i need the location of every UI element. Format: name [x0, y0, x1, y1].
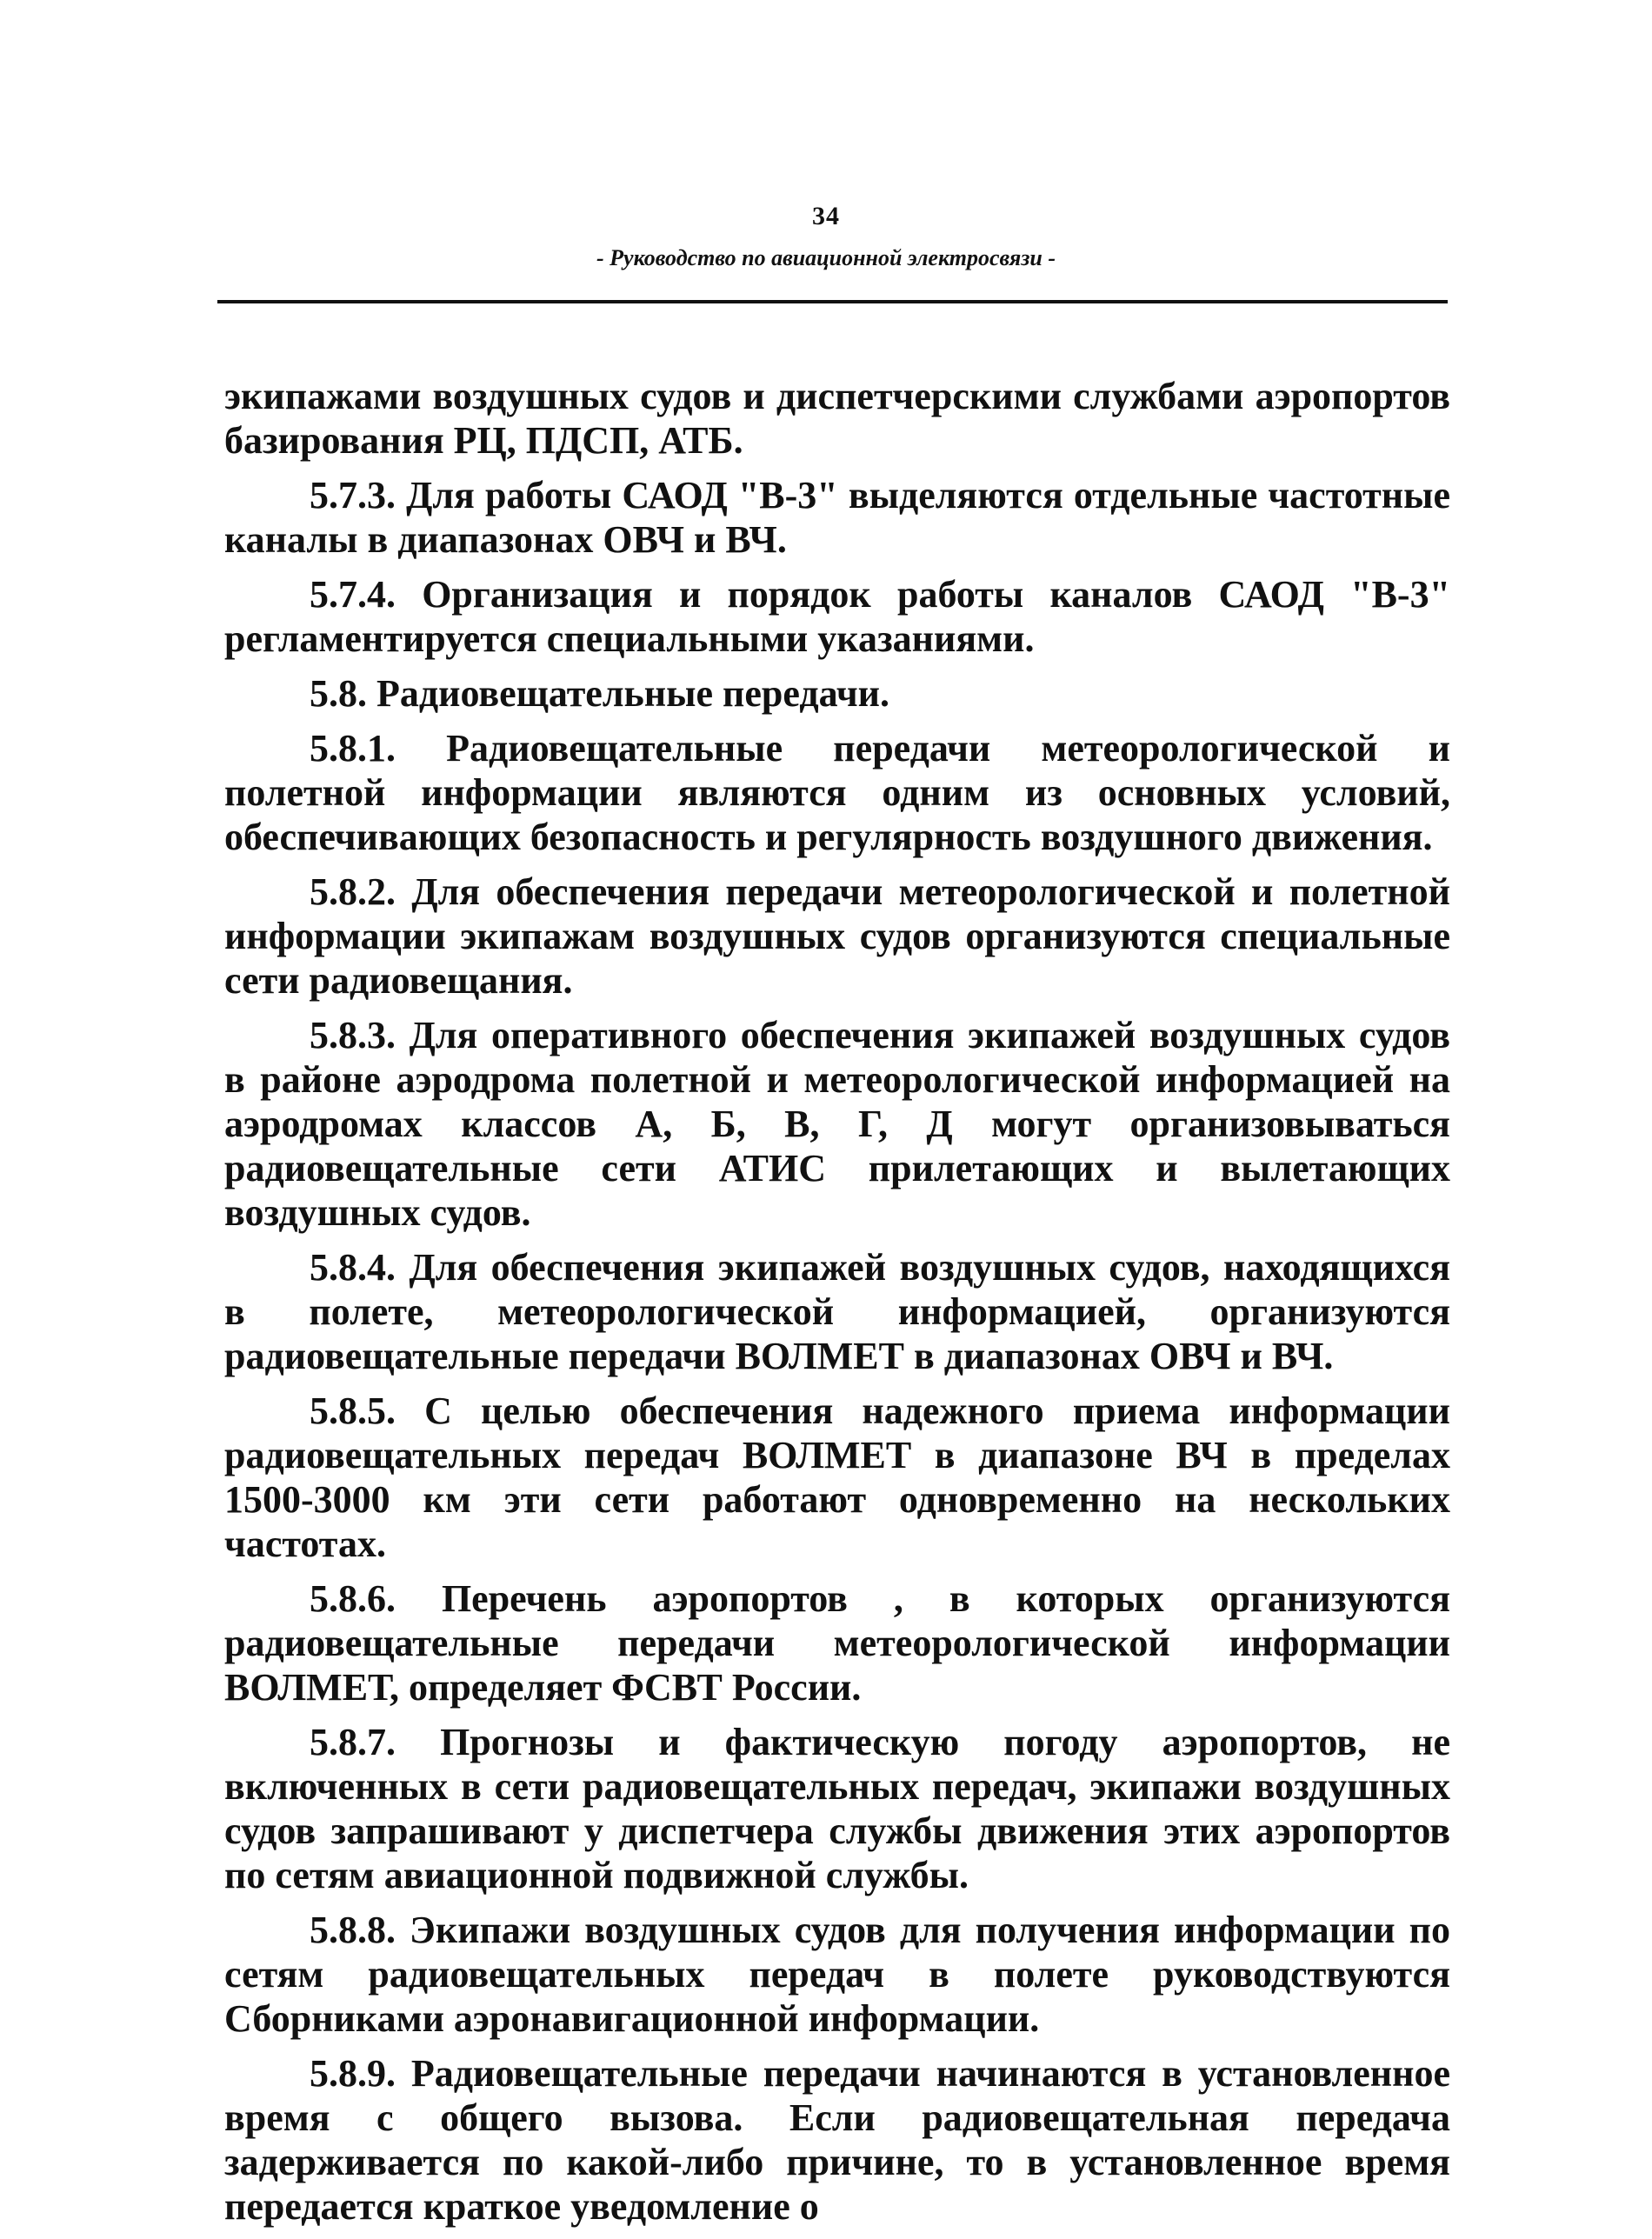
- paragraph-5-7-3: 5.7.3. Для работы САОД "В-3" выделяются отдельные частотные каналы в диапазонах ОВЧ и ВЧ.: [224, 474, 1450, 561]
- paragraph-5-8-2: 5.8.2. Для обеспечения передачи метеорологической и полетной информации экипажам воздушных судов организуются специальные сети радиовещания.: [224, 870, 1450, 1002]
- paragraph-5-8-6: 5.8.6. Перечень аэропортов , в которых организуются радиовещательные передачи метеорологической информации ВОЛМЕТ, определяет ФСВТ России.: [224, 1577, 1450, 1709]
- paragraph-5-8-8: 5.8.8. Экипажи воздушных судов для получения информации по сетям радиовещательных передач в полете руководствуются Сборниками аэронавигационной информации.: [224, 1909, 1450, 2040]
- paragraph-5-8-7: 5.8.7. Прогнозы и фактическую погоду аэропортов, не включенных в сети радиовещательных передач, экипажи воздушных судов запрашивают у диспетчера службы движения этих аэропортов по сетям авиационной подвижной службы.: [224, 1721, 1450, 1896]
- paragraph-5-8-4: 5.8.4. Для обеспечения экипажей воздушных судов, находящихся в полете, метеорологической информацией, организуются радиовещательные передачи ВОЛМЕТ в диапазонах ОВЧ и ВЧ.: [224, 1246, 1450, 1377]
- page-number: 34: [812, 202, 840, 230]
- paragraph-5-8-3: 5.8.3. Для оперативного обеспечения экипажей воздушных судов в районе аэродрома полетной и метеорологической информацией на аэродромах классов А, Б, В, Г, Д могут организовываться радиовещательные сети АТИС прилетающих и вылетающих воздушных судов.: [224, 1014, 1450, 1234]
- paragraph-5-8-1: 5.8.1. Радиовещательные передачи метеорологической и полетной информации являются одним из основных условий, обеспечивающих безопасность и регулярность воздушного движения.: [224, 727, 1450, 858]
- section-heading-5-8: 5.8. Радиовещательные передачи.: [310, 672, 889, 715]
- header-divider: [217, 300, 1448, 303]
- paragraph-5-7-4: 5.7.4. Организация и порядок работы каналов САОД "В-3" регламентируется специальными указаниями.: [224, 573, 1450, 660]
- paragraph-5-8-9: 5.8.9. Радиовещательные передачи начинаются в установленное время с общего вызова. Если радиовещательная передача задерживается по какой-либо причине, то в установленное время передается краткое уведомление о: [224, 2052, 1450, 2228]
- running-title: - Руководство по авиационной электросвязи -: [596, 245, 1056, 270]
- paragraph-continuation: экипажами воздушных судов и диспетчерскими службами аэропортов базирования РЦ, ПДСП, АТБ.: [224, 375, 1450, 462]
- paragraph-5-8-5: 5.8.5. С целью обеспечения надежного приема информации радиовещательных передач ВОЛМЕТ в диапазоне ВЧ в пределах 1500-3000 км эти сети работают одновременно на нескольких частотах.: [224, 1389, 1450, 1565]
- document-body: [224, 374, 1450, 2239]
